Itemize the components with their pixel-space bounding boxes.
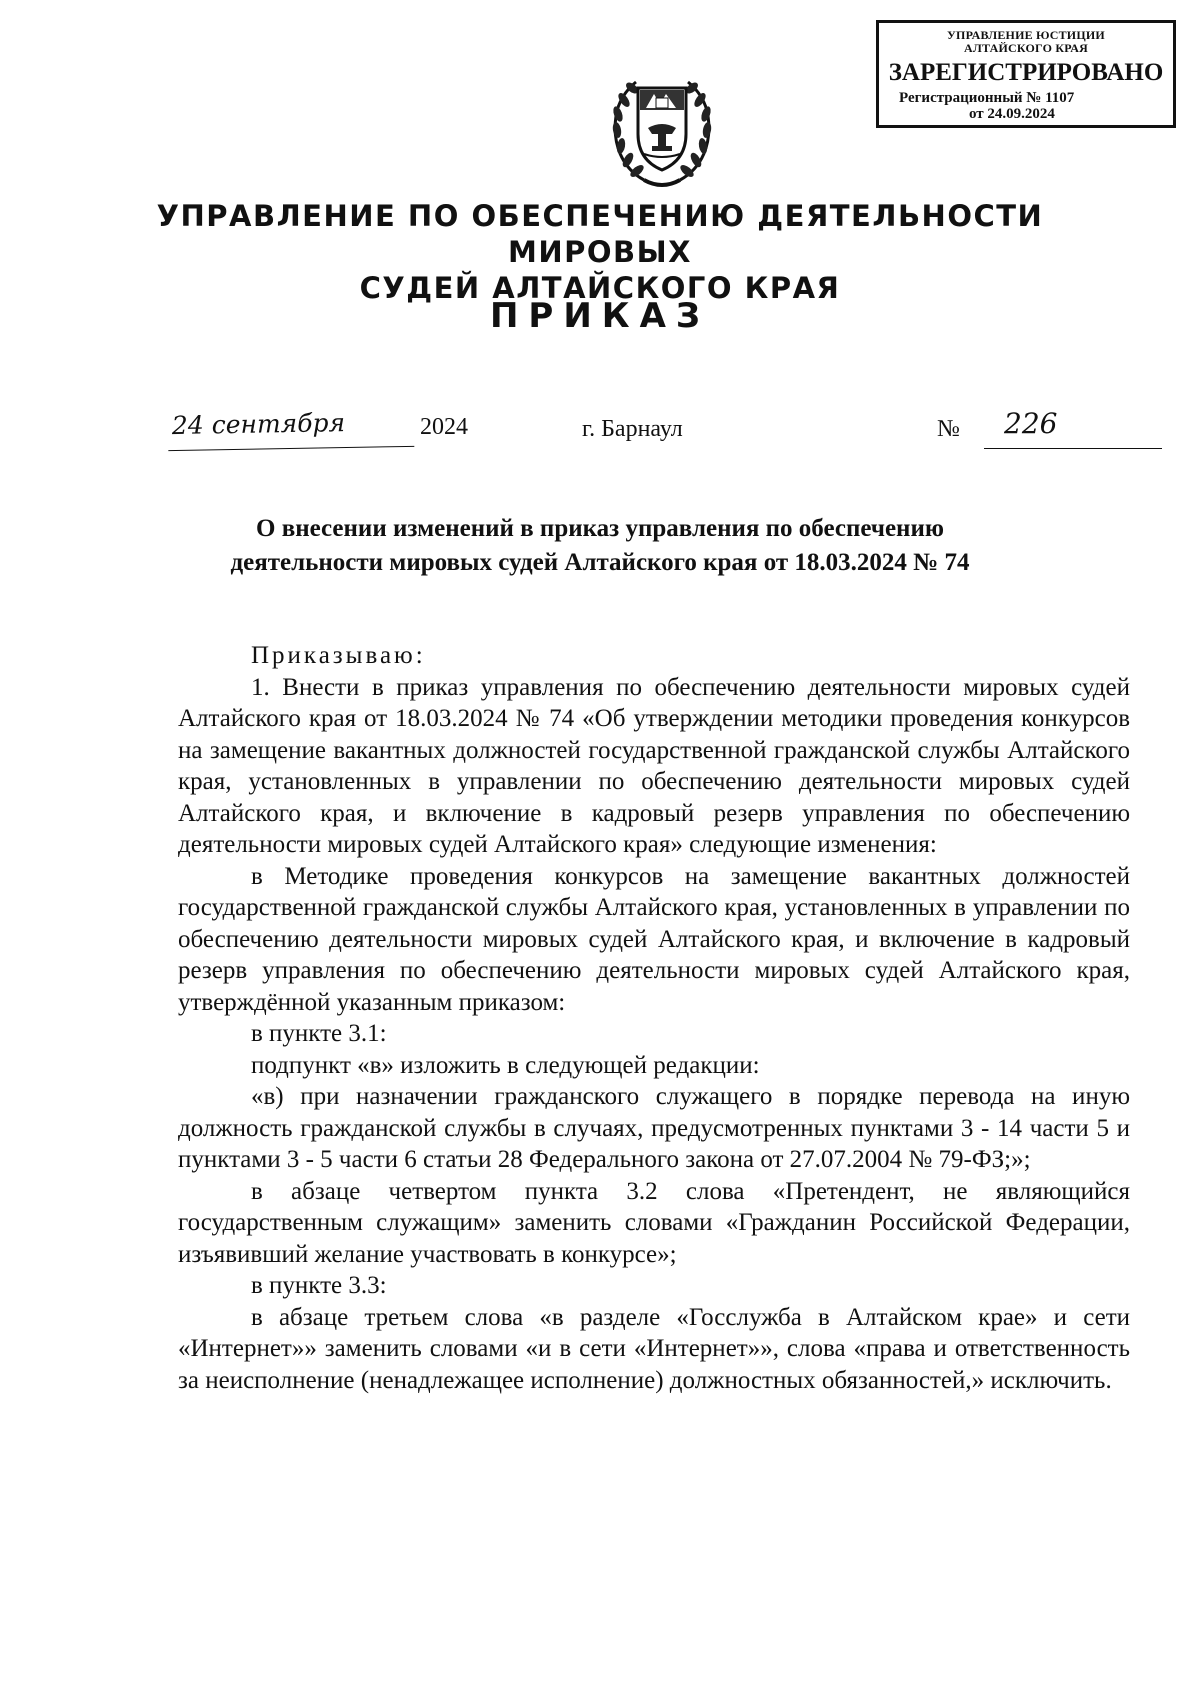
body-paragraph: в пункте 3.1: [251,1020,387,1047]
coat-of-arms-icon [604,64,720,192]
registration-stamp [876,20,1176,128]
organization-title-line2: СУДЕЙ АЛТАЙСКОГО КРАЯ [359,271,841,305]
document-body [178,640,1130,1396]
body-paragraph: 1. Внести в приказ управления по обеспечению деятельности мировых судей Алтайского края от 18.03.2024 № 74 «Об утверждении методики проведения конкурсов на замещение вакантных должностей государственной гражданской службы Алтайского края, установленных в управлении по обеспечению деятельности мировых судей Алтайского края, и включение в кадровый резерв управления по обеспечению деятельности мировых судей Алтайского края» следующие изменения: [178,673,1130,858]
subject-line1: О внесении изменений в приказ управления по обеспечению [256,515,944,542]
stamp-title: ЗАРЕГИСТРИРОВАНО [888,59,1164,86]
body-paragraph: подпункт «в» изложить в следующей редакции: [251,1051,760,1079]
body-paragraph: Приказываю: [251,642,426,669]
stamp-reg-date: от 24.09.2024 [969,106,1055,122]
stamp-org-line2: АЛТАЙСКОГО КРАЯ [964,41,1088,55]
stamp-reg-number: Регистрационный № 1107 [899,90,1075,106]
stamp-org-line1: УПРАВЛЕНИЕ ЮСТИЦИИ [947,28,1105,42]
date-city-number-line [0,407,1200,460]
document-type: ПРИКАЗ [489,296,711,336]
number-sign: № [937,416,960,442]
body-paragraph: в абзаце четвертом пункта 3.2 слова «Претендент, не являющийся государственным служащим» заменить словами «Гражданин Российской Федерации, изъявивший желание участвовать в конкурсе»; [178,1177,1130,1268]
body-paragraph: в Методике проведения конкурсов на замещение вакантных должностей государственной гражданской службы Алтайского края, установленных в управлении по обеспечению деятельности мировых судей Алтайского края, и включение в кадровый резерв управления по обеспечению деятельности мировых судей Алтайского края, утверждённой указанным приказом: [178,862,1130,1016]
body-paragraph: в пункте 3.3: [251,1272,387,1299]
organization-title-line1: УПРАВЛЕНИЕ ПО ОБЕСПЕЧЕНИЮ ДЕЯТЕЛЬНОСТИ МИРОВЫХ [156,199,1044,269]
organization-title [100,198,1100,306]
document-subject [200,512,1000,580]
subject-line2: деятельности мировых судей Алтайского края от 18.03.2024 № 74 [230,549,970,576]
body-paragraph: в абзаце третьем слова «в разделе «Госслужба в Алтайском крае» и сети «Интернет»» заменить словами «и в сети «Интернет»», слова «права и ответственность за неисполнение (ненадлежащее исполнение) должностных обязанностей,» исключить. [178,1303,1130,1394]
date-year: 2024 [420,414,468,440]
handwritten-number: 226 [984,410,1162,449]
city: г. Барнаул [582,416,683,442]
handwritten-date: 24 сентября [168,408,415,451]
body-paragraph: «в) при назначении гражданского служащего в порядке перевода на иную должность гражданской службы в случаях, предусмотренных пунктами 3 - 14 части 5 и пунктами 3 - 5 части 6 статьи 28 Федерального закона от 27.07.2004 № 79-ФЗ;»; [178,1083,1130,1173]
